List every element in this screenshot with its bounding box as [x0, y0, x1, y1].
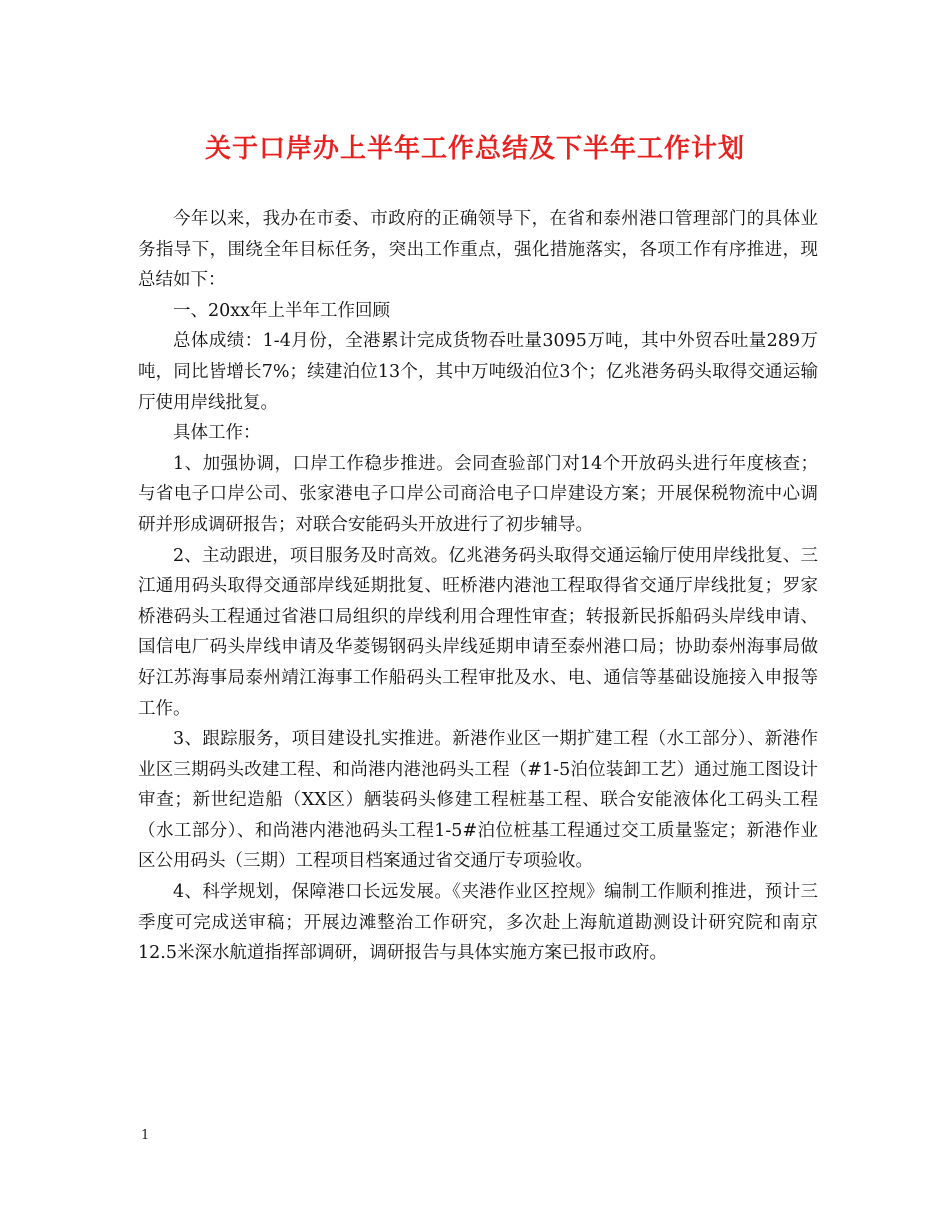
paragraph-overall: 总体成绩：1-4月份，全港累计完成货物吞吐量3095万吨，其中外贸吞吐量289万吨，同比皆增长7%；续建泊位13个，其中万吨级泊位3个；亿兆港务码头取得交通运输厅使用岸线批复。 [138, 331, 818, 413]
section-heading: 一、20xx年上半年工作回顾 [173, 300, 391, 321]
paragraph-intro: 今年以来，我办在市委、市政府的正确领导下，在省和泰州港口管理部门的具体业务指导下，围绕全年目标任务，突出工作重点，强化措施落实，各项工作有序推进，现总结如下： [138, 209, 818, 291]
paragraph-item-3: 3、跟踪服务，项目建设扎实推进。新港作业区一期扩建工程（水工部分）、新港作业区三期码头改建工程、和尚港内港池码头工程（#1-5泊位装卸工艺）通过施工图设计审查；新世纪造船（XX区）舾装码头修建工程桩基工程、联合安能液体化工码头工程（水工部分）、和尚港内港池码头工程1-5#泊位桩基工程通过交工质量鉴定；新港作业区公用码头（三期）工程项目档案通过省交通厅专项验收。 [138, 729, 818, 872]
subsection-heading: 具体工作： [173, 423, 261, 444]
document-body [138, 204, 818, 969]
document-title: 关于口岸办上半年工作总结及下半年工作计划 [204, 134, 745, 164]
page-number: 1 [141, 1128, 150, 1143]
paragraph-item-2: 2、主动跟进，项目服务及时高效。亿兆港务码头取得交通运输厅使用岸线批复、三江通用码头取得交通部岸线延期批复、旺桥港内港池工程取得省交通厅岸线批复；罗家桥港码头工程通过省港口局组织的岸线利用合理性审查；转报新民拆船码头岸线申请、国信电厂码头岸线申请及华菱锡钢码头岸线延期申请至泰州港口局；协助泰州海事局做好江苏海事局泰州靖江海事工作船码头工程审批及水、电、通信等基础设施接入申报等工作。 [138, 545, 818, 719]
paragraph-item-1: 1、加强协调，口岸工作稳步推进。会同查验部门对14个开放码头进行年度核查；与省电子口岸公司、张家港电子口岸公司商洽电子口岸建设方案；开展保税物流中心调研并形成调研报告；对联合安能码头开放进行了初步辅导。 [138, 453, 818, 535]
paragraph-item-4: 4、科学规划，保障港口长远发展。《夹港作业区控规》编制工作顺利推进，预计三季度可完成送审稿；开展边滩整治工作研究，多次赴上海航道勘测设计研究院和南京12.5米深水航道指挥部调研，调研报告与具体实施方案已报市政府。 [138, 882, 818, 964]
